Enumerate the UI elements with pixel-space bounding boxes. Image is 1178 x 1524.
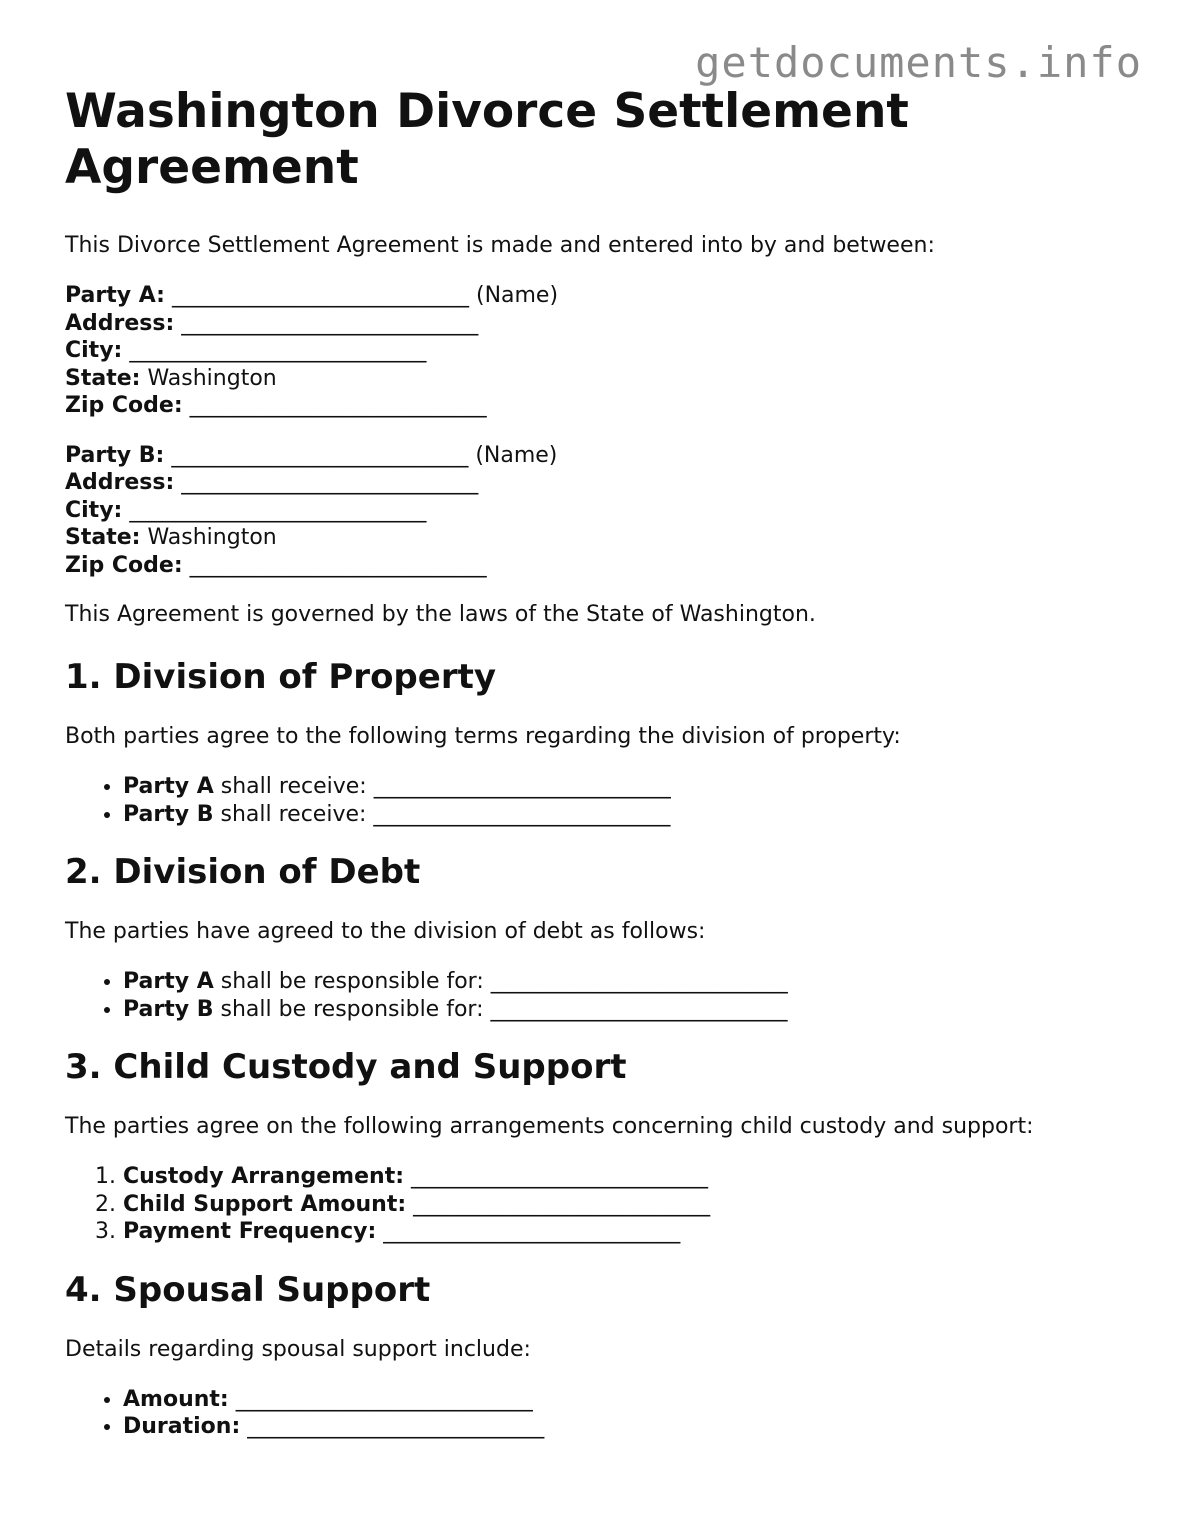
party-b-name-field[interactable]: ___________________________ bbox=[171, 442, 469, 468]
section-property-heading: 1. Division of Property bbox=[65, 657, 497, 697]
party-b-name-label: Party B: bbox=[65, 442, 165, 468]
property-list bbox=[65, 773, 1125, 828]
property-a-field[interactable]: ___________________________ bbox=[373, 774, 671, 799]
document-page bbox=[65, 84, 1125, 1465]
item-text: shall be responsible for: bbox=[213, 969, 491, 994]
section-debt-heading: 2. Division of Debt bbox=[65, 852, 421, 892]
party-a-block bbox=[65, 282, 1125, 420]
custody-list bbox=[65, 1163, 1125, 1246]
item-label: Duration: bbox=[123, 1414, 241, 1439]
party-b-zip-field[interactable]: ___________________________ bbox=[189, 552, 487, 578]
watermark: getdocuments.info bbox=[695, 38, 1142, 87]
party-b-city-field[interactable]: ___________________________ bbox=[129, 497, 427, 523]
list-item bbox=[123, 1413, 1125, 1441]
list-item bbox=[123, 773, 1125, 801]
party-a-name-suffix: (Name) bbox=[475, 283, 559, 308]
section-custody-heading: 3. Child Custody and Support bbox=[65, 1047, 627, 1087]
list-item bbox=[123, 1386, 1125, 1414]
debt-b-field[interactable]: ___________________________ bbox=[490, 996, 788, 1022]
party-b-city-label: City: bbox=[65, 497, 123, 523]
spousal-amount-field[interactable]: ___________________________ bbox=[235, 1386, 533, 1412]
item-text: shall be responsible for: bbox=[213, 996, 491, 1022]
party-b-zip-label: Zip Code: bbox=[65, 552, 183, 578]
debt-list bbox=[65, 968, 1125, 1023]
list-item bbox=[123, 1163, 1125, 1191]
item-text bbox=[229, 1387, 236, 1412]
list-item bbox=[123, 801, 1125, 829]
governing-law-text: This Agreement is governed by the laws of the State of Washington. bbox=[65, 602, 816, 627]
section-debt-intro: The parties have agreed to the division of debt as follows: bbox=[65, 919, 706, 944]
spousal-duration-field[interactable]: ___________________________ bbox=[247, 1414, 545, 1439]
party-b-state-value: Washington bbox=[147, 525, 277, 550]
item-label: Custody Arrangement: bbox=[123, 1164, 405, 1189]
list-item bbox=[123, 996, 1125, 1024]
item-text: shall receive: bbox=[213, 774, 374, 799]
item-label: Party A bbox=[123, 969, 214, 994]
item-label: Amount: bbox=[123, 1386, 229, 1412]
party-a-address-field[interactable]: ___________________________ bbox=[181, 310, 479, 336]
custody-arrangement-field[interactable]: ___________________________ bbox=[411, 1164, 709, 1189]
item-label: Child Support Amount: bbox=[123, 1191, 407, 1217]
party-a-zip-label: Zip Code: bbox=[65, 393, 183, 418]
party-a-zip-field[interactable]: ___________________________ bbox=[189, 393, 487, 418]
party-a-state-value: Washington bbox=[147, 365, 277, 391]
payment-frequency-field[interactable]: ___________________________ bbox=[383, 1219, 681, 1244]
intro-text: This Divorce Settlement Agreement is made and entered into by and between: bbox=[65, 233, 935, 258]
list-item bbox=[123, 1191, 1125, 1219]
party-b-address-field[interactable]: ___________________________ bbox=[181, 470, 479, 495]
section-spousal-intro: Details regarding spousal support include: bbox=[65, 1336, 531, 1362]
spousal-list bbox=[65, 1386, 1125, 1441]
section-custody-intro: The parties agree on the following arrangements concerning child custody and support: bbox=[65, 1114, 1034, 1139]
list-item bbox=[123, 968, 1125, 996]
party-b-address-label: Address: bbox=[65, 470, 175, 495]
item-text bbox=[404, 1164, 411, 1189]
party-b-name-suffix: (Name) bbox=[475, 442, 558, 468]
debt-a-field[interactable]: ___________________________ bbox=[490, 969, 788, 994]
item-label: Party A bbox=[123, 774, 214, 799]
party-a-name-field[interactable]: ___________________________ bbox=[171, 283, 469, 308]
list-item bbox=[123, 1218, 1125, 1246]
party-a-name-label: Party A: bbox=[65, 283, 165, 308]
section-property-intro: Both parties agree to the following terms regarding the division of property: bbox=[65, 724, 901, 749]
party-a-city-field[interactable]: ___________________________ bbox=[129, 338, 427, 363]
party-a-address-label: Address: bbox=[65, 310, 175, 336]
child-support-amount-field[interactable]: ___________________________ bbox=[413, 1191, 711, 1217]
item-label: Party B bbox=[123, 996, 214, 1022]
party-b-block bbox=[65, 442, 1125, 580]
item-label: Party B bbox=[123, 801, 214, 827]
party-a-city-label: City: bbox=[65, 338, 123, 363]
document-title: Washington Divorce Settlement Agreement bbox=[65, 84, 909, 195]
party-b-state-label: State: bbox=[65, 525, 141, 550]
property-b-field[interactable]: ___________________________ bbox=[373, 801, 671, 827]
party-a-state-label: State: bbox=[65, 365, 141, 391]
item-label: Payment Frequency: bbox=[123, 1219, 377, 1244]
item-text: shall receive: bbox=[213, 801, 374, 827]
section-spousal-heading: 4. Spousal Support bbox=[65, 1269, 431, 1310]
